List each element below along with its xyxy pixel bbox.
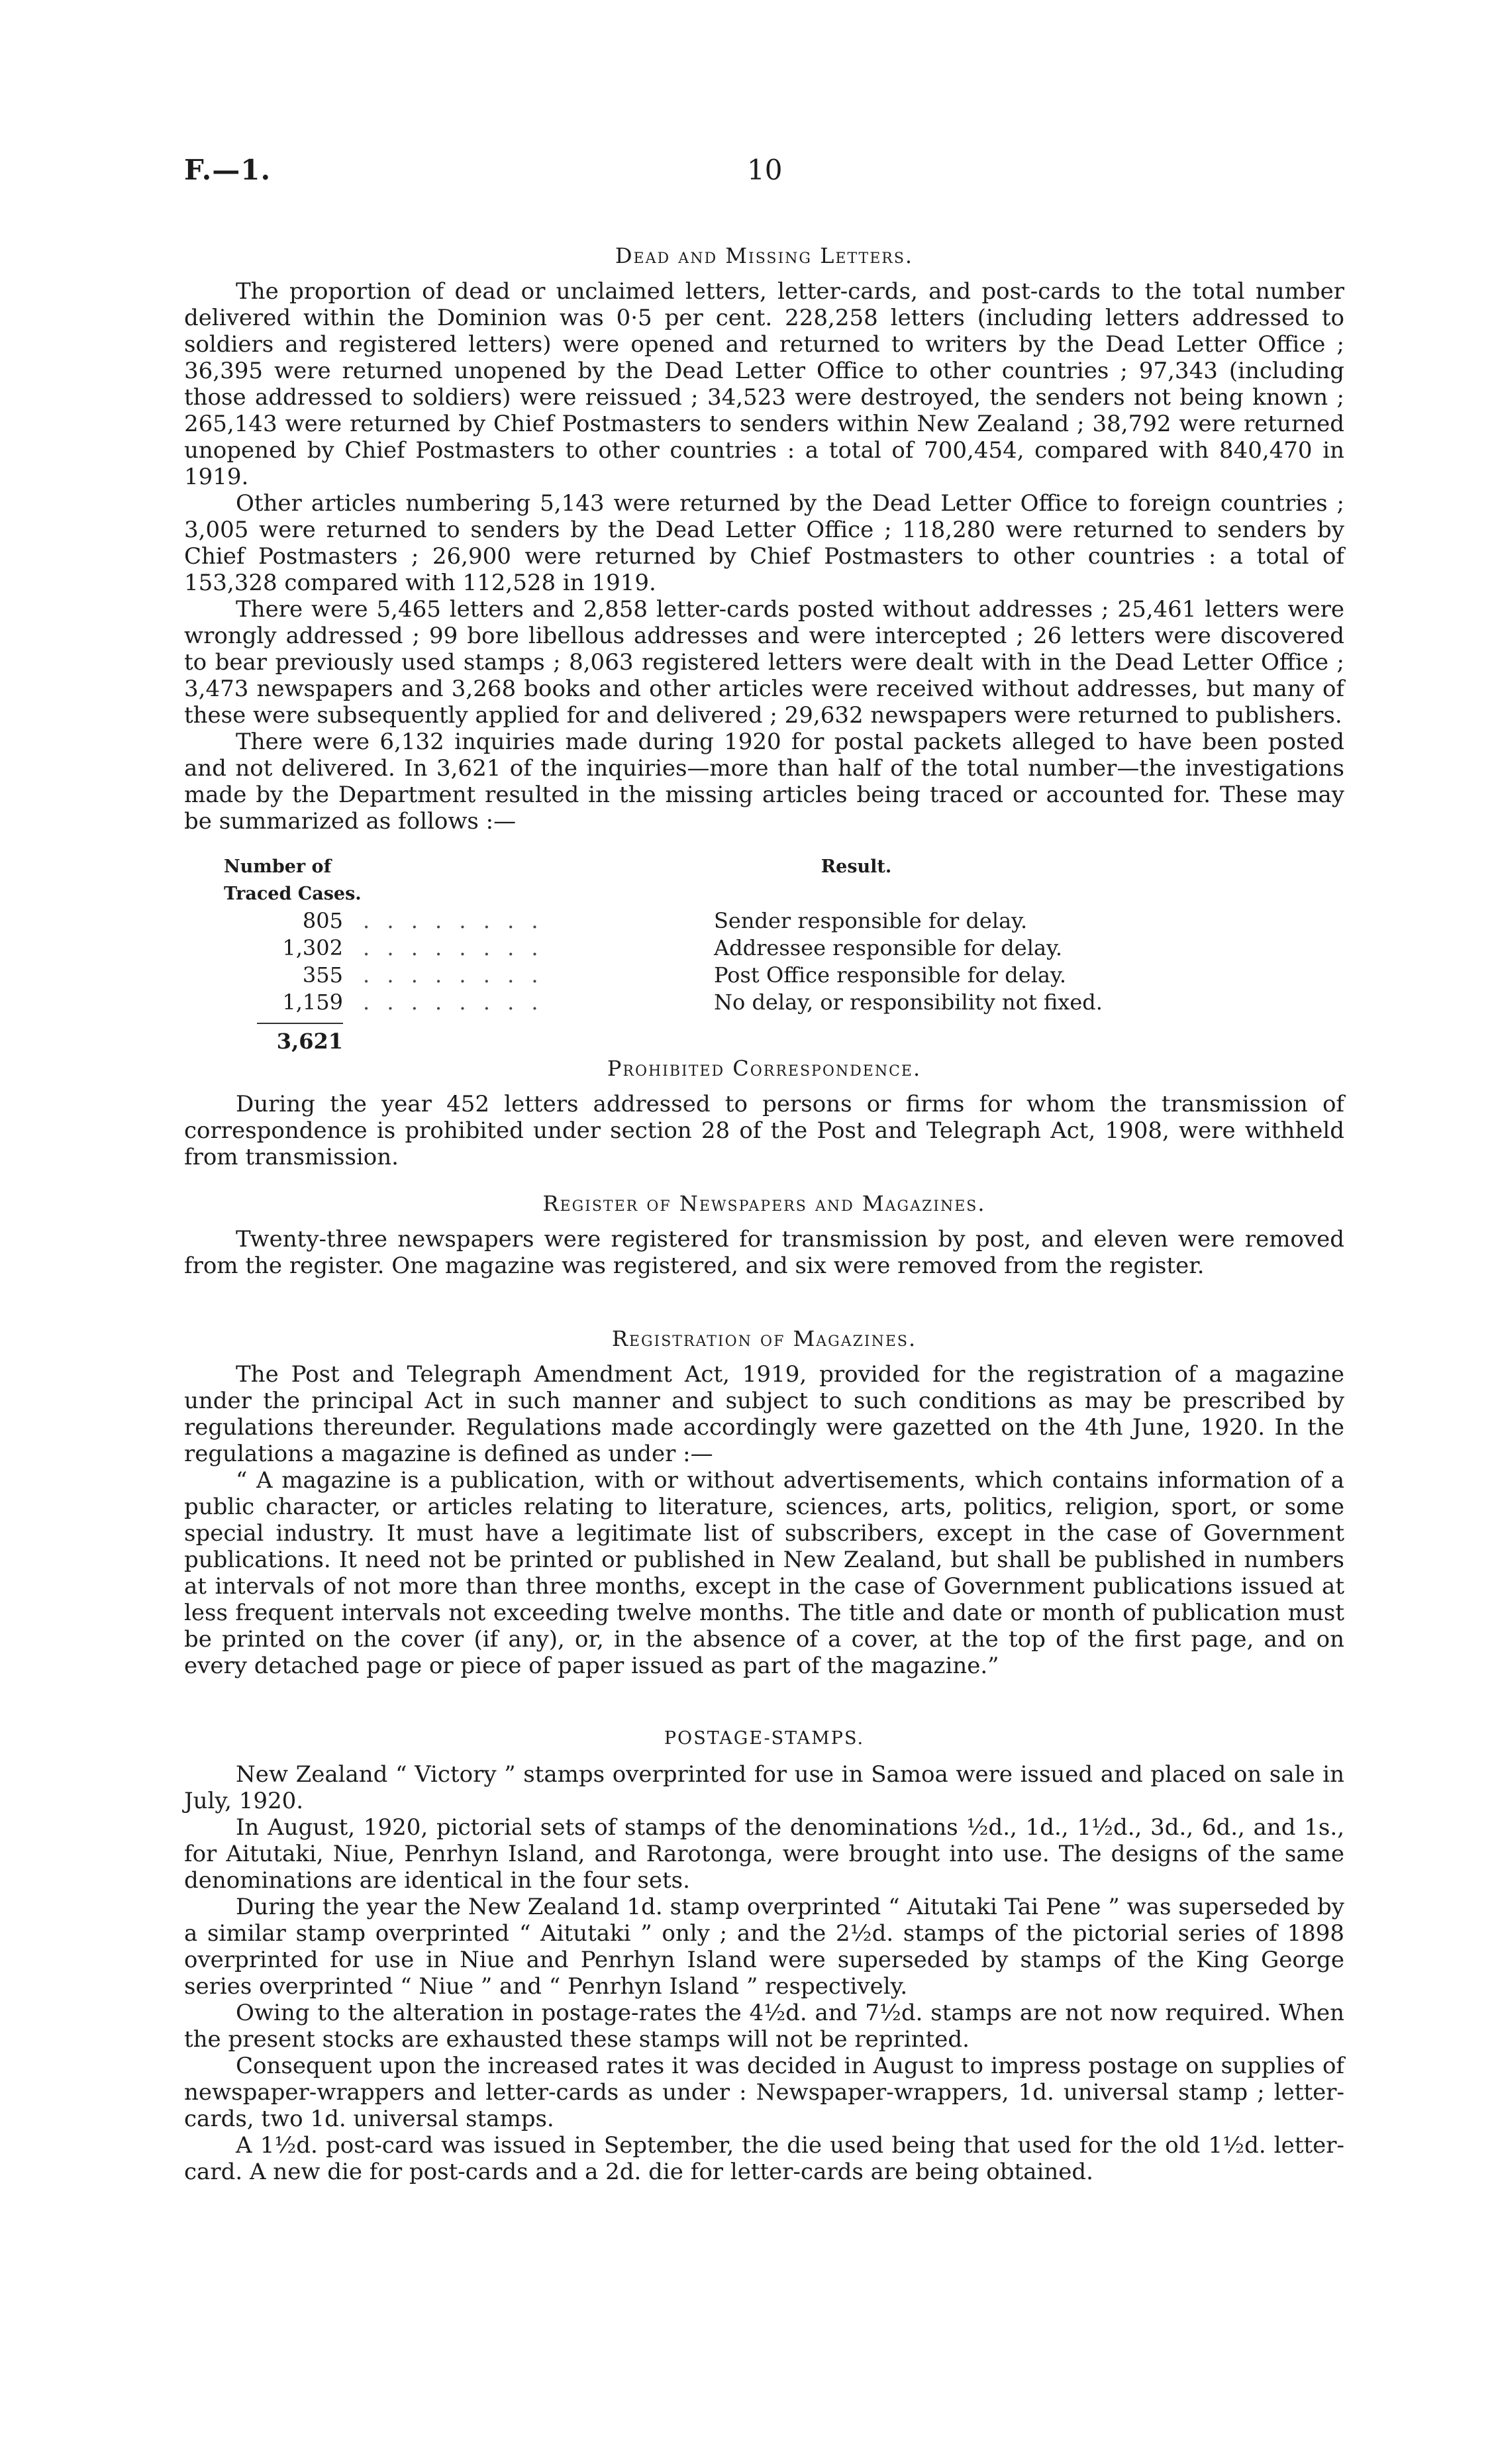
case-total: 3,621	[276, 1029, 343, 1054]
paragraph: In August, 1920, pictorial sets of stamps of the denominations ½d., 1d., 1½d., 3d., 6d., and 1s., for Aitutaki, Niue, Penrhyn Island, and Rarotonga, were brought into use. The designs of the same denominations are identical in the four sets.	[184, 1814, 1344, 1894]
table-row	[224, 962, 1270, 989]
postage-stamps-section	[184, 1725, 1344, 2185]
paragraph: New Zealand “ Victory ” stamps overprinted for use in Samoa were issued and placed on sale in July, 1920.	[184, 1761, 1344, 1814]
dead-letters-section	[184, 242, 1344, 1055]
page-number: 10	[747, 154, 783, 186]
page-header	[184, 154, 1344, 200]
traced-cases-table	[224, 853, 1270, 1055]
paragraph: During the year 452 letters addressed to persons or firms for whom the transmission of correspondence is prohibited under section 28 of the Post and Telegraph Act, 1908, were withheld from transmission.	[184, 1091, 1344, 1170]
case-count: 805	[302, 908, 343, 933]
section-heading-dead-letters: Dead and Missing Letters.	[615, 243, 914, 268]
leader-dots: . . . . . . . .	[363, 908, 544, 933]
paragraph: Owing to the alteration in postage-rates the 4½d. and 7½d. stamps are not now required. When the present stocks are exhausted these stamps will not be reprinted.	[184, 2000, 1344, 2053]
paragraph: Consequent upon the increased rates it was decided in August to impress postage on supplies of newspaper-wrappers and letter-cards as under : Newspaper-wrappers, 1d. universal stamp ; letter-cards, two 1d. universal stamps.	[184, 2053, 1344, 2132]
column-header-cases: Number of Traced Cases.	[224, 856, 362, 904]
section-heading-registration: Registration of Magazines.	[611, 1326, 917, 1351]
paragraph: Twenty-three newspapers were registered for transmission by post, and eleven were removed from the register. One magazine was registered, and six were removed from the register.	[184, 1226, 1344, 1279]
leader-dots: . . . . . . . .	[363, 990, 544, 1015]
total-rule	[257, 1023, 343, 1024]
case-count: 1,159	[282, 990, 343, 1015]
case-result: Sender responsible for delay.	[714, 908, 1028, 933]
case-count: 1,302	[282, 935, 343, 960]
table-row	[224, 989, 1270, 1016]
paragraph: A 1½d. post-card was issued in September, the die used being that used for the old 1½d. letter-card. A new die for post-cards and a 2d. die for letter-cards are being obtained.	[184, 2132, 1344, 2185]
case-result: Addressee responsible for delay.	[714, 935, 1063, 960]
paragraph: The proportion of dead or unclaimed letters, letter-cards, and post-cards to the total number delivered within the Dominion was 0·5 per cent. 228,258 letters (including letters addressed to soldiers and registered letters) were opened and returned to writers by the Dead Letter Office ; 36,395 were returned unopened by the Dead Letter Office to other countries ; 97,343 (including those addressed to soldiers) were reissued ; 34,523 were destroyed, the senders not being known ; 265,143 were returned by Chief Postmasters to senders within New Zealand ; 38,792 were returned unopened by Chief Postmasters to other countries : a total of 700,454, compared with 840,470 in 1919.	[184, 278, 1344, 490]
paragraph: Other articles numbering 5,143 were returned by the Dead Letter Office to foreign countries ; 3,005 were returned to senders by the Dead Letter Office ; 118,280 were returned to senders by Chief Postmasters ; 26,900 were returned by Chief Postmasters to other countries : a total of 153,328 compared with 112,528 in 1919.	[184, 490, 1344, 596]
case-result: Post Office responsible for delay.	[714, 962, 1066, 988]
paragraph: There were 6,132 inquiries made during 1920 for postal packets alleged to have been posted and not delivered. In 3,621 of the inquiries—more than half of the total number—the investigations made by the Department resulted in the missing articles being traced or accounted for. These may be summarized as follows :—	[184, 729, 1344, 835]
paragraph: The Post and Telegraph Amendment Act, 1919, provided for the registration of a magazine under the principal Act in such manner and subject to such conditions as may be prescribed by regulations thereunder. Regulations made accordingly were gazetted on the 4th June, 1920. In the regulations a magazine is defined as under :—	[184, 1361, 1344, 1467]
section-heading-stamps: POSTAGE-STAMPS.	[664, 1728, 865, 1749]
page-body	[184, 242, 1344, 2185]
table-header	[224, 853, 1270, 907]
register-section	[184, 1190, 1344, 1279]
case-count: 355	[302, 962, 343, 988]
table-row	[224, 935, 1270, 962]
case-result: No delay, or responsibility not fixed.	[714, 990, 1103, 1015]
column-header-result: Result.	[821, 856, 892, 877]
registration-magazines-section	[184, 1325, 1344, 1679]
leader-dots: . . . . . . . .	[363, 935, 544, 960]
section-heading-register: Register of Newspapers and Magazines.	[542, 1191, 986, 1216]
paragraph: There were 5,465 letters and 2,858 letter-cards posted without addresses ; 25,461 letters were wrongly addressed ; 99 bore libellous addresses and were intercepted ; 26 letters were discovered to bear previously used stamps ; 8,063 registered letters were dealt with in the Dead Letter Office ; 3,473 newspapers and 3,268 books and other articles were received without addresses, but many of these were subsequently applied for and delivered ; 29,632 newspapers were returned to publishers.	[184, 596, 1344, 729]
quoted-definition: “ A magazine is a publication, with or without advertisements, which contains information of a public character, or articles relating to literature, sciences, arts, politics, religion, sport, or some special industry. It must have a legitimate list of subscribers, except in the case of Government publications. It need not be printed or published in New Zealand, but shall be published in numbers at intervals of not more than three months, except in the case of Government publications issued at less frequent intervals not exceeding twelve months. The title and date or month of publication must be printed on the cover (if any), or, in the absence of a cover, at the top of the first page, and on every detached page or piece of paper issued as part of the magazine.”	[184, 1467, 1344, 1679]
table-row	[224, 907, 1270, 935]
leader-dots: . . . . . . . .	[363, 962, 544, 988]
paragraph: During the year the New Zealand 1d. stamp overprinted “ Aitutaki Tai Pene ” was superseded by a similar stamp overprinted “ Aitutaki ” only ; and the 2½d. stamps of the pictorial series of 1898 overprinted for use in Niue and Penrhyn Island were superseded by stamps of the King George series overprinted “ Niue ” and “ Penrhyn Island ” respectively.	[184, 1894, 1344, 2000]
document-reference: F.—1.	[184, 154, 272, 186]
section-heading-prohibited: Prohibited Correspondence.	[607, 1056, 922, 1081]
prohibited-correspondence-section	[184, 1055, 1344, 1170]
table-total-row	[224, 1028, 1270, 1055]
